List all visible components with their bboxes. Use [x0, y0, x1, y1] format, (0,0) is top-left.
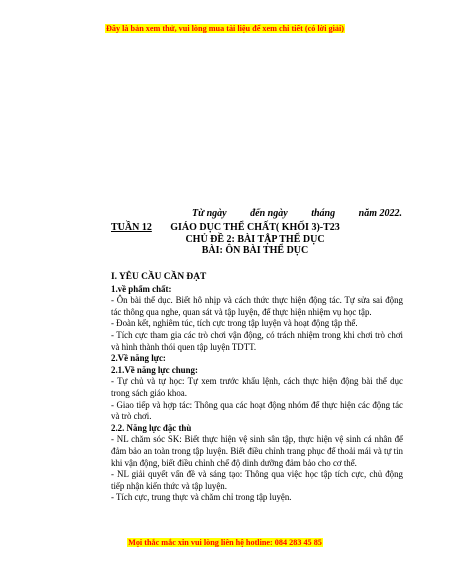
date-part: đến ngày	[250, 208, 288, 219]
section-heading: 1.về phẩm chất:	[111, 283, 172, 294]
body-paragraph: - NL giải quyết vấn đề và sáng tạo: Thông qua việc học tập tích cực, chủ động tiếp nhận kiến thức và tập luyện.	[111, 469, 403, 491]
lesson-title: BÀI: ÔN BÀI THỂ DỤC	[201, 245, 309, 256]
date-part: Từ ngày	[192, 208, 227, 219]
document-body	[111, 272, 403, 504]
hotline-banner	[0, 538, 450, 547]
hotline-text: Mọi thắc mắc xin vui lòng liên hệ hotline: 084 283 45 85	[128, 538, 322, 547]
section-heading: 2.1.Về năng lực chung:	[111, 364, 198, 375]
body-paragraph: - Tích cực tham gia các trò chơi vận động, có trách nhiệm trong khi chơi trò chơi và hình thành thói quen tập luyện TDTT.	[111, 329, 403, 352]
body-paragraph: - Giao tiếp và hợp tác: Thông qua các hoạt động nhóm để thực hiện các động tác và trò chơi.	[111, 399, 403, 422]
subject-title: GIÁO DỤC THỂ CHẤT( KHỐI 3)-T23	[170, 222, 340, 233]
topic-title: CHỦ ĐỀ 2: BÀI TẬP THỂ DỤC	[185, 234, 325, 245]
body-paragraph: - NL chăm sóc SK: Biết thực hiện vệ sinh sân tập, thực hiện vệ sinh cá nhân để đảm bảo an toàn trong tập luyện. Biết điều chỉnh trang phục để thoải mái và tự tin khi vận động, biết điều chỉnh chế độ dinh dưỡng đảm bảo cho cơ thể.	[111, 434, 403, 468]
section-heading: I. YÊU CẦU CẦN ĐẠT	[111, 272, 207, 282]
body-paragraph: - Tích cực, trung thực và chăm chỉ trong tập luyện.	[111, 492, 292, 503]
section-heading: 2.2. Năng lực đặc thù	[111, 422, 192, 433]
preview-notice-text: Đây là bản xem thử, vui lòng mua tài liệu để xem chi tiết (có lời giải)	[105, 24, 344, 33]
week-label: TUẦN 12	[111, 222, 152, 233]
preview-notice-banner	[0, 24, 450, 33]
section-heading: 2.Về năng lực:	[111, 353, 166, 364]
date-part: tháng	[311, 208, 336, 219]
body-paragraph: - Tự chủ và tự học: Tự xem trước khẩu lệnh, cách thực hiện động bài thể dục trong sách giáo khoa.	[111, 376, 403, 398]
body-paragraph: - Ôn bài thể dục. Biết hô nhịp và cách thức thực hiện động tác. Tự sửa sai động tác thông qua nghe, quan sát và tập luyện, để thực hiện nhiệm vụ học tập.	[111, 295, 403, 317]
date-line	[192, 208, 402, 219]
date-part: năm 2022.	[358, 208, 402, 219]
body-paragraph: - Đoàn kết, nghiêm túc, tích cực trong tập luyện và hoạt động tập thể.	[111, 318, 358, 329]
